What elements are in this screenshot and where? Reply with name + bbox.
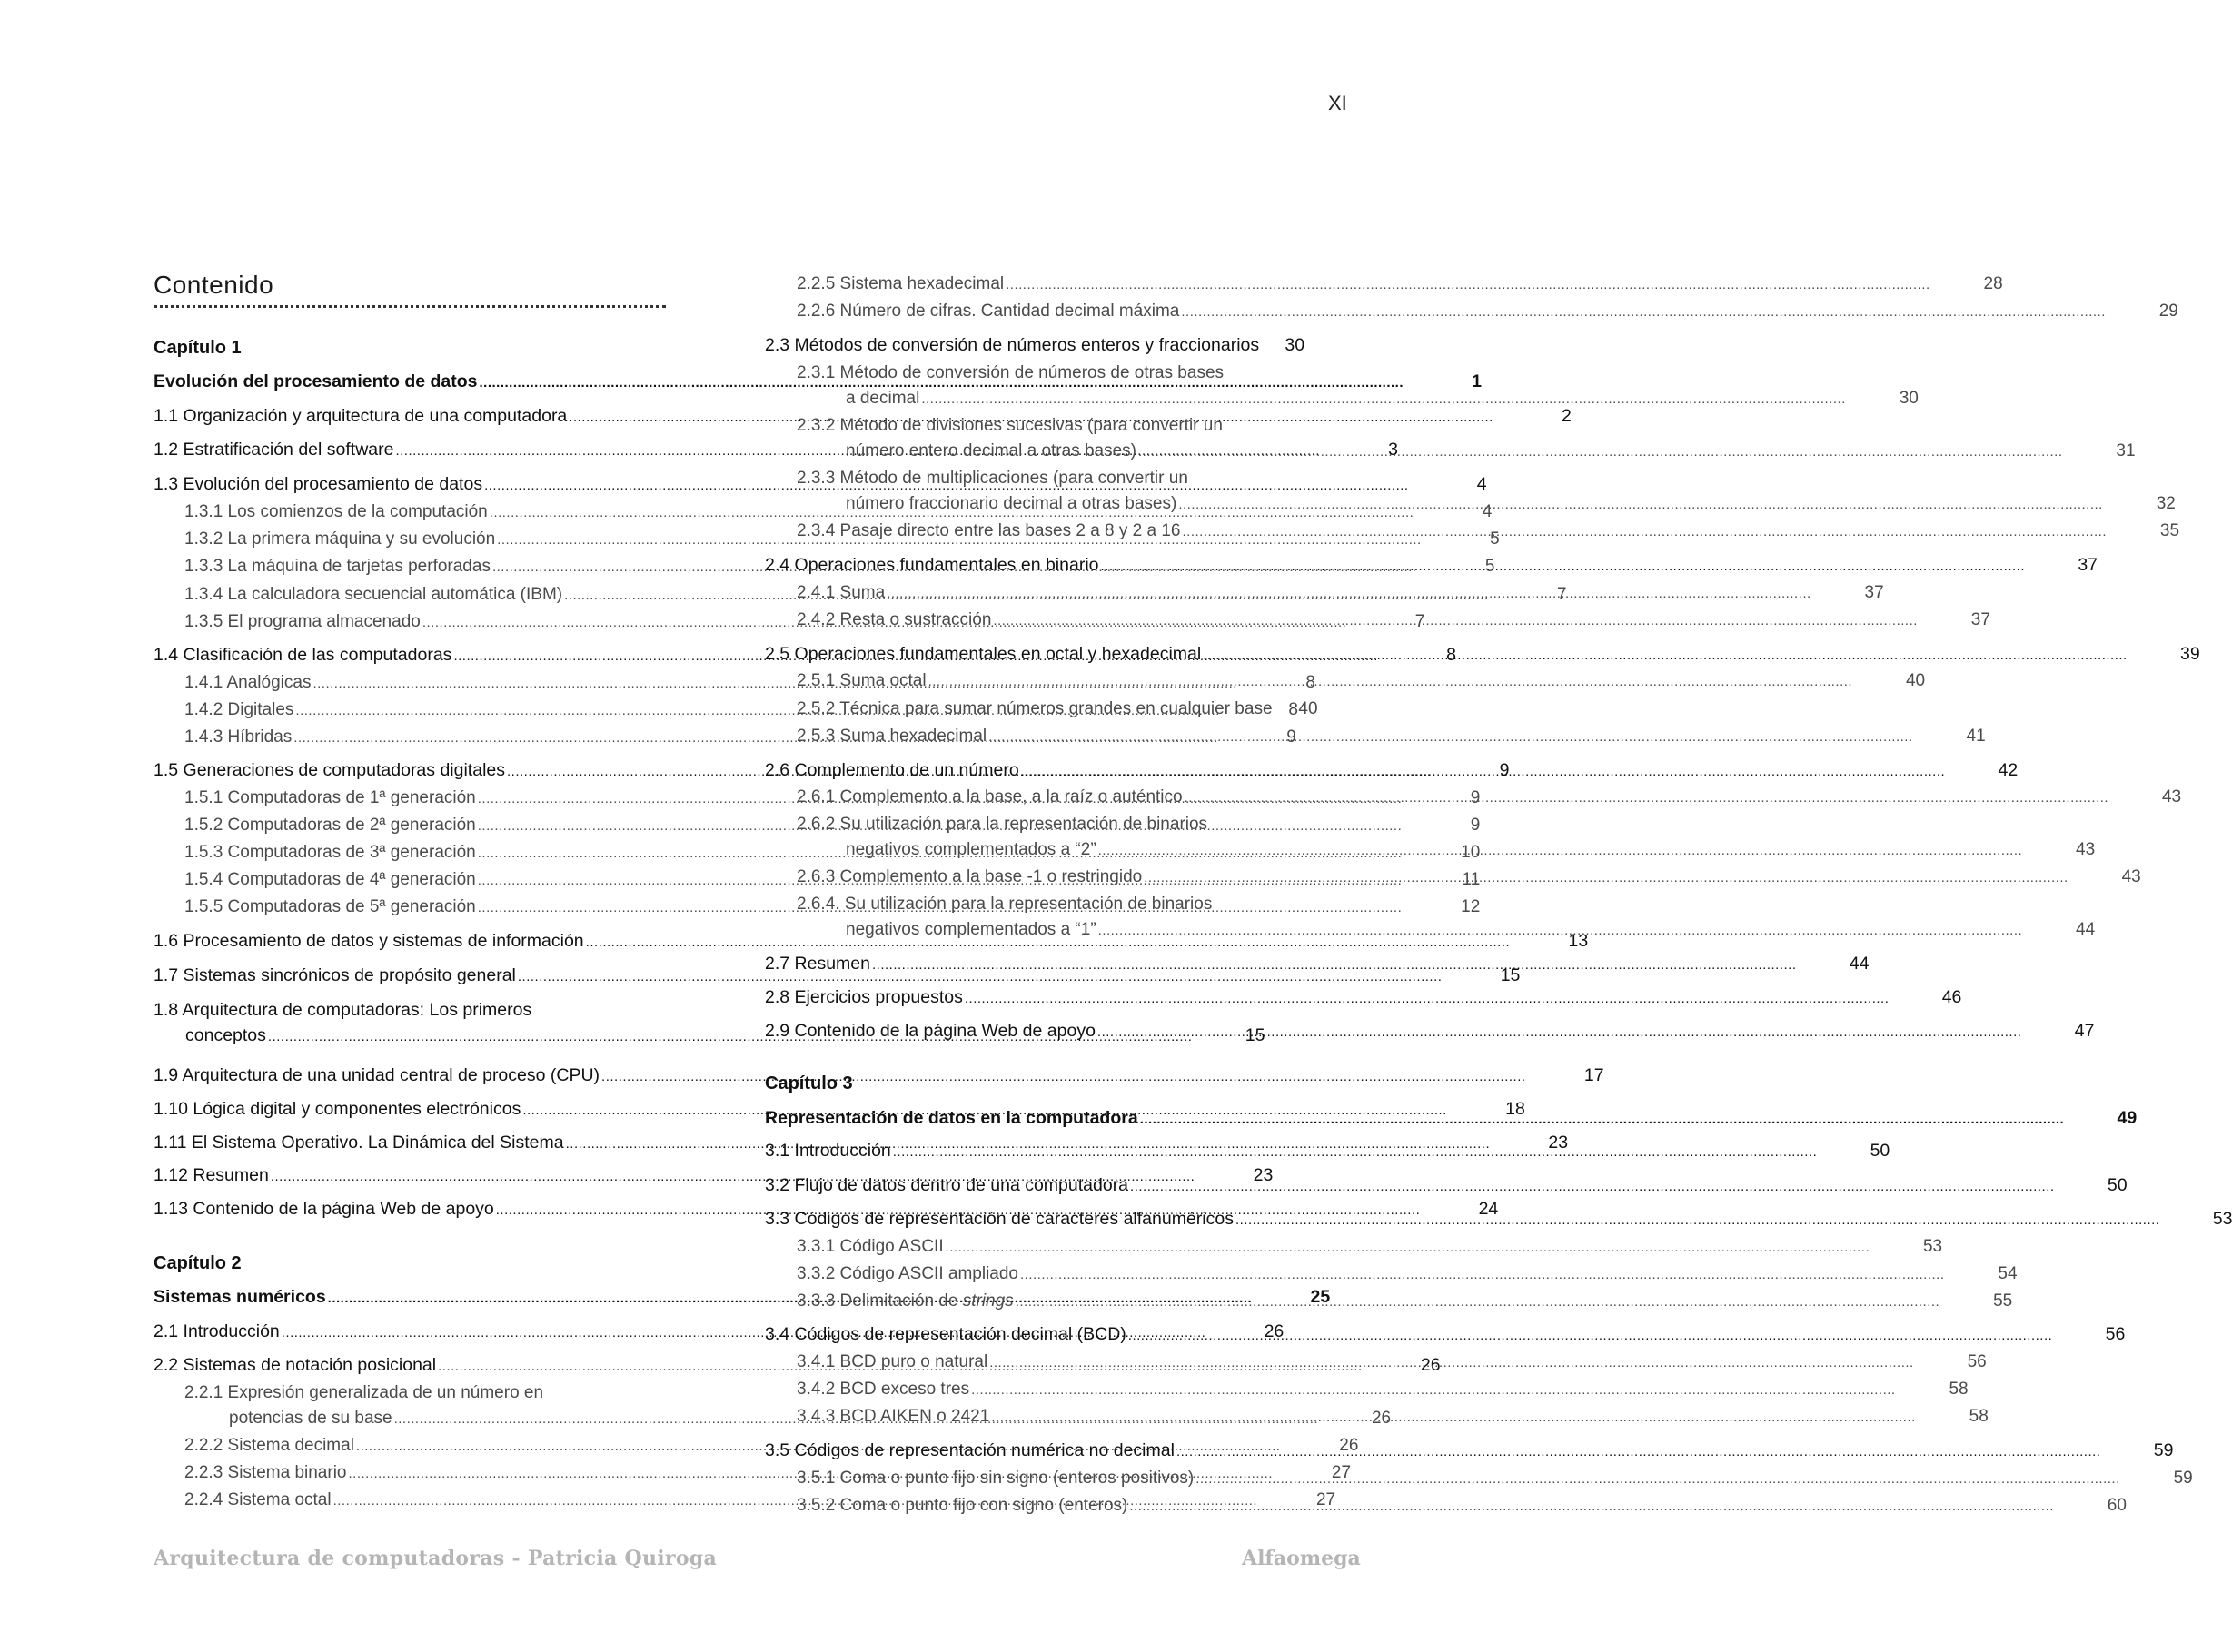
toc-entry-label: 2.3.1 Método de conversión de números de otras bases — [797, 363, 1225, 382]
toc-entry-page: 30 — [1285, 335, 1305, 355]
toc-entry-label: 2.6 Complemento de un número — [765, 760, 1019, 780]
toc-entry-label: 1.5.5 Computadoras de 5ª generación — [184, 897, 476, 916]
toc-entry-page: 53 — [1922, 1237, 1943, 1256]
toc-entry-page: 25 — [1310, 1287, 1331, 1307]
toc-entry-page: 43 — [2121, 867, 2141, 886]
toc-entry-page: 39 — [2180, 644, 2200, 664]
toc-entry[interactable] — [797, 1289, 2013, 1314]
toc-entry-label: 2.7 Resumen — [765, 954, 870, 974]
toc-entry[interactable] — [797, 1261, 2018, 1287]
toc-entry-label: 1.2 Estratificación del software — [154, 440, 394, 460]
toc-entry[interactable] — [765, 552, 2098, 578]
toc-entry[interactable] — [797, 668, 1926, 694]
toc-entry-page: 56 — [2105, 1324, 2126, 1344]
toc-entry[interactable] — [765, 641, 2200, 667]
toc-entry-page: 26 — [1420, 1355, 1441, 1375]
toc-entry-label: 2.2.5 Sistema hexadecimal — [797, 274, 1005, 293]
toc-entry-label: 1.3.1 Los comienzos de la computación — [184, 502, 488, 521]
toc-entry-page: 9 — [1470, 788, 1481, 807]
toc-entry-label: 1.4.1 Analógicas — [184, 673, 312, 692]
toc-entry-page: 23 — [1253, 1165, 1274, 1185]
toc-entry-page: 26 — [1264, 1321, 1285, 1341]
toc-entry-page: 37 — [1970, 610, 1990, 629]
toc-entry[interactable] — [797, 299, 2178, 324]
toc-entry[interactable] — [797, 1234, 1943, 1260]
toc-entry-page: 59 — [2153, 1440, 2174, 1460]
toc-entry-page: 43 — [2161, 787, 2182, 806]
toc-entry-page: 37 — [2078, 555, 2098, 575]
toc-entry-page: 8 — [1305, 673, 1315, 692]
toc-entry-page: 30 — [1899, 389, 1919, 408]
toc-entry-label: 2.2.4 Sistema octal — [184, 1490, 332, 1509]
toc-entry-label: 2.5.3 Suma hexadecimal — [797, 727, 987, 746]
toc-entry-label: 3.3 Códigos de representación de caracteres alfanuméricos — [765, 1209, 1234, 1229]
toc-entry-page: 2 — [1561, 406, 1572, 426]
toc-entry[interactable] — [797, 272, 2003, 297]
toc-entry[interactable] — [797, 580, 1884, 606]
toc-entry-page: 3 — [1388, 440, 1398, 460]
toc-entry-page: 15 — [1245, 1025, 1265, 1045]
toc-entry-label: 1.5 Generaciones de computadoras digitales — [154, 760, 505, 780]
toc-entry-label: 2.2.6 Número de cifras. Cantidad decimal máxima — [797, 302, 1180, 321]
toc-entry-page: 17 — [1583, 1065, 1604, 1085]
toc-entry-label: 1.9 Arquitectura de una unidad central de proceso (CPU) — [154, 1065, 600, 1085]
toc-entry-page: 44 — [1849, 954, 1870, 974]
toc-entry-label: 3.4 Códigos de representación decimal (BCD) — [765, 1324, 1126, 1344]
toc-entry-page: 50 — [1870, 1141, 1890, 1161]
toc-entry-label: 3.5.1 Coma o punto fijo sin signo (enteros positivos) — [797, 1469, 1195, 1488]
toc-entry-label: 1.1 Organización y arquitectura de una computadora — [154, 406, 568, 426]
toc-entry-label: 1.3 Evolución del procesamiento de datos — [154, 474, 483, 494]
toc-entry-page: 58 — [1969, 1407, 1989, 1426]
toc-entry-page: 5 — [1490, 529, 1500, 549]
toc-entry-label: 2.6.3 Complemento a la base -1 o restringido — [797, 867, 1143, 886]
toc-entry-page: 54 — [1998, 1264, 2018, 1283]
toc-entry-label: 3.5 Códigos de representación numérica no decimal — [765, 1440, 1175, 1460]
toc-entry-label: 2.3.2 Método de divisiones sucesivas (para convertir un — [797, 416, 1223, 435]
toc-entry-page: 42 — [1998, 760, 2019, 780]
toc-entry-page: 8 — [1288, 700, 1298, 719]
toc-entry-label: a decimal — [846, 389, 920, 408]
toc-entry-page: 8 — [1446, 645, 1456, 665]
toc-entry-label: 1.13 Contenido de la página Web de apoyo — [154, 1199, 494, 1219]
toc-entry-label: 3.5.2 Coma o punto fijo con signo (enteros) — [797, 1496, 1128, 1515]
toc-entry[interactable] — [765, 332, 1328, 358]
toc-entry-label-text: 3.3.3 Delimitación de — [797, 1291, 963, 1311]
toc-entry-label: Evolución del procesamiento de datos — [154, 371, 478, 391]
toc-entry-label: negativos complementados a “2” — [846, 840, 1096, 859]
toc-entry-page: 31 — [2116, 441, 2136, 460]
toc-entry-page: 46 — [1941, 987, 1962, 1007]
toc-entry[interactable] — [765, 1172, 2128, 1198]
toc-entry-label: 1.5.1 Computadoras de 1ª generación — [184, 788, 476, 807]
toc-entry-label: 1.5.4 Computadoras de 4ª generación — [184, 870, 476, 889]
toc-entry-label: 3.2 Flujo de datos dentro de una computadora — [765, 1175, 1129, 1195]
toc-entry-page: 47 — [2074, 1021, 2095, 1041]
toc-entry-label: número entero decimal a otras bases) — [846, 441, 1136, 460]
toc-entry-label: 2.5.1 Suma octal — [797, 671, 927, 690]
toc-entry[interactable] — [797, 413, 2136, 464]
toc-entry-page: 40 — [1905, 671, 1926, 690]
toc-entry[interactable] — [765, 984, 1962, 1010]
toc-entry-page: 28 — [1983, 274, 2003, 293]
toc-entry-page: 29 — [2158, 302, 2178, 321]
toc-entry-label: 1.3.3 La máquina de tarjetas perforadas — [184, 557, 491, 576]
toc-entry-label: 1.7 Sistemas sincrónicos de propósito general — [154, 965, 516, 985]
toc-entry-page: 12 — [1461, 897, 1481, 916]
toc-entry-label: 2.2.2 Sistema decimal — [184, 1436, 354, 1455]
toc-entry-label: 3.1 Introducción — [765, 1141, 891, 1161]
footer-publisher: Alfaomega — [1242, 1547, 1361, 1570]
toc-entry-label: conceptos — [185, 1025, 266, 1045]
toc-entry-label: potencias de su base — [229, 1409, 392, 1428]
toc-entry[interactable] — [797, 1493, 2127, 1518]
toc-entry-label: 2.6.1 Complemento a la base, a la raíz o auténtico — [797, 787, 1183, 806]
toc-entry-page: 13 — [1568, 931, 1589, 951]
toc-entry[interactable] — [765, 1018, 2095, 1044]
toc-entry-label: 2.3.3 Método de multiplicaciones (para convertir un — [797, 469, 1188, 488]
toc-entry-label: 1.4.3 Híbridas — [184, 727, 293, 747]
toc-entry-label: número fraccionario decimal a otras bases) — [846, 494, 1177, 513]
toc-entry-page: 5 — [1484, 557, 1495, 576]
toc-entry-page: 9 — [1286, 727, 1296, 747]
toc-entry-page: 26 — [1339, 1436, 1359, 1455]
toc-entry-page: 43 — [2076, 840, 2096, 859]
toc-entry-label: 1.5.2 Computadoras de 2ª generación — [184, 816, 476, 835]
toc-entry-page: 56 — [1967, 1352, 1987, 1371]
toc-entry-page: 59 — [2173, 1469, 2193, 1488]
toc-entry-label: 2.3.4 Pasaje directo entre las bases 2 a 8 y 2 a 16 — [797, 521, 1181, 540]
toc-entry-label: 1.4.2 Digitales — [184, 700, 294, 719]
toc-entry-label: 1.12 Resumen — [154, 1165, 269, 1185]
toc-entry-page: 4 — [1482, 502, 1493, 521]
toc-entry-label-emphasis: strings — [962, 1291, 1014, 1311]
toc-entry-page: 26 — [1371, 1409, 1392, 1428]
toc-entry-label: 2.2.1 Expresión generalizada de un número en — [184, 1383, 544, 1402]
toc-entry-label: 2.1 Introducción — [154, 1321, 280, 1341]
toc-entry-page: 18 — [1505, 1099, 1525, 1119]
toc-entry[interactable] — [797, 466, 2176, 517]
chapter-3-heading: Capítulo 3 — [765, 1073, 853, 1093]
toc-entry-label: Representación de datos en la computadora — [765, 1108, 1138, 1128]
toc-entry[interactable] — [797, 697, 1328, 722]
toc-entry-label: 1.8 Arquitectura de computadoras: Los primeros — [154, 1000, 532, 1020]
toc-entry-page: 9 — [1470, 816, 1481, 835]
toc-entry-page: 55 — [1993, 1291, 2013, 1311]
toc-title: Contenido — [154, 271, 666, 308]
toc-entry-label — [797, 1289, 1014, 1314]
toc-entry-label: 1.11 El Sistema Operativo. La Dinámica del Sistema — [154, 1133, 564, 1152]
toc-entry-label: 2.5 Operaciones fundamentales en octal y hexadecimal — [765, 644, 1202, 664]
toc-entry[interactable] — [797, 1377, 1969, 1402]
toc-entry-page: 7 — [1414, 612, 1425, 631]
toc-entry[interactable] — [797, 361, 1919, 411]
toc-entry-label: 3.3.1 Código ASCII — [797, 1237, 944, 1256]
toc-entry-label: 2.4.1 Suma — [797, 583, 886, 602]
toc-entry-page: 50 — [2107, 1175, 2128, 1195]
toc-entry[interactable] — [797, 519, 2180, 544]
toc-entry-page: 37 — [1864, 583, 1884, 602]
toc-entry[interactable] — [765, 1321, 2126, 1347]
toc-entry-page: 4 — [1476, 474, 1487, 494]
toc-entry-label: 1.5.3 Computadoras de 3ª generación — [184, 843, 476, 862]
toc-entry-label: 2.5.2 Técnica para sumar números grandes en cualquier base — [797, 699, 1273, 718]
toc-entry-page: 41 — [1966, 727, 1986, 746]
toc-entry-page: 58 — [1949, 1380, 1969, 1399]
toc-entry-label: 3.4.1 BCD puro o natural — [797, 1352, 988, 1371]
toc-entry-page: 40 — [1298, 699, 1318, 718]
toc-entry-label: 2.9 Contenido de la página Web de apoyo — [765, 1021, 1096, 1041]
toc-entry[interactable] — [765, 757, 2019, 783]
toc-entry-page: 32 — [2156, 494, 2176, 513]
toc-entry-label: 3.4.3 BCD AIKEN o 2421 — [797, 1407, 990, 1426]
toc-entry-page: 10 — [1461, 843, 1481, 862]
toc-entry-label: 2.2.3 Sistema binario — [184, 1463, 347, 1482]
chapter-1-heading: Capítulo 1 — [154, 338, 242, 358]
toc-entry-label: 2.4 Operaciones fundamentales en binario — [765, 555, 1099, 575]
toc-entry-page: 1 — [1472, 371, 1483, 391]
toc-entry-label: 2.4.2 Resta o sustracción — [797, 610, 992, 629]
toc-entry-page: 60 — [2107, 1496, 2127, 1515]
page-number: XI — [1328, 92, 1347, 114]
toc-entry-page: 27 — [1315, 1490, 1336, 1509]
toc-entry-page: 11 — [1462, 870, 1481, 889]
toc-entry-label: 3.4.2 BCD exceso tres — [797, 1380, 970, 1399]
toc-entry-page: 15 — [1500, 965, 1521, 985]
toc-entry-label: negativos complementados a “1” — [846, 920, 1096, 939]
toc-entry-label: 1.3.2 La primera máquina y su evolución — [184, 529, 496, 549]
toc-entry-page: 49 — [2117, 1108, 2138, 1128]
toc-entry-label: Sistemas numéricos — [154, 1287, 326, 1307]
toc-entry-label: 2.2 Sistemas de notación posicional — [154, 1355, 437, 1375]
chapter-2-heading: Capítulo 2 — [154, 1253, 242, 1273]
toc-entry-page: 24 — [1478, 1199, 1499, 1219]
toc-entry-label: 1.10 Lógica digital y componentes electrónicos — [154, 1099, 521, 1119]
toc-entry-label: 1.3.5 El programa almacenado — [184, 612, 421, 631]
toc-entry-page: 23 — [1548, 1133, 1569, 1152]
toc-entry[interactable] — [797, 608, 1990, 633]
toc-entry-label: 2.6.4. Su utilización para la representación de binarios — [797, 895, 1213, 914]
toc-entry-label: 2.8 Ejercicios propuestos — [765, 987, 963, 1007]
footer-book-title: Arquitectura de computadoras - Patricia Quiroga — [154, 1547, 718, 1570]
toc-entry-label: 1.4 Clasificación de las computadoras — [154, 645, 452, 665]
toc-entry-label: 3.3.2 Código ASCII ampliado — [797, 1264, 1018, 1283]
toc-entry-page: 9 — [1499, 760, 1510, 780]
toc-entry-page: 7 — [1557, 585, 1567, 604]
toc-entry[interactable] — [797, 785, 2182, 810]
toc-entry[interactable] — [797, 724, 1986, 749]
toc-entry-label: 1.3.4 La calculadora secuencial automática (IBM) — [184, 585, 563, 604]
toc-entry-label: 2.3 Métodos de conversión de números enteros y fraccionarios — [765, 335, 1260, 355]
toc-entry-label: 2.6.2 Su utilización para la representación de binarios — [797, 815, 1208, 834]
toc-entry-page: 53 — [2212, 1209, 2232, 1229]
toc-entry-page: 35 — [2159, 521, 2180, 540]
toc-entry-page: 44 — [2076, 920, 2096, 939]
toc-entry-page: 27 — [1331, 1463, 1352, 1482]
toc-entry-label: 1.6 Procesamiento de datos y sistemas de información — [154, 931, 584, 951]
